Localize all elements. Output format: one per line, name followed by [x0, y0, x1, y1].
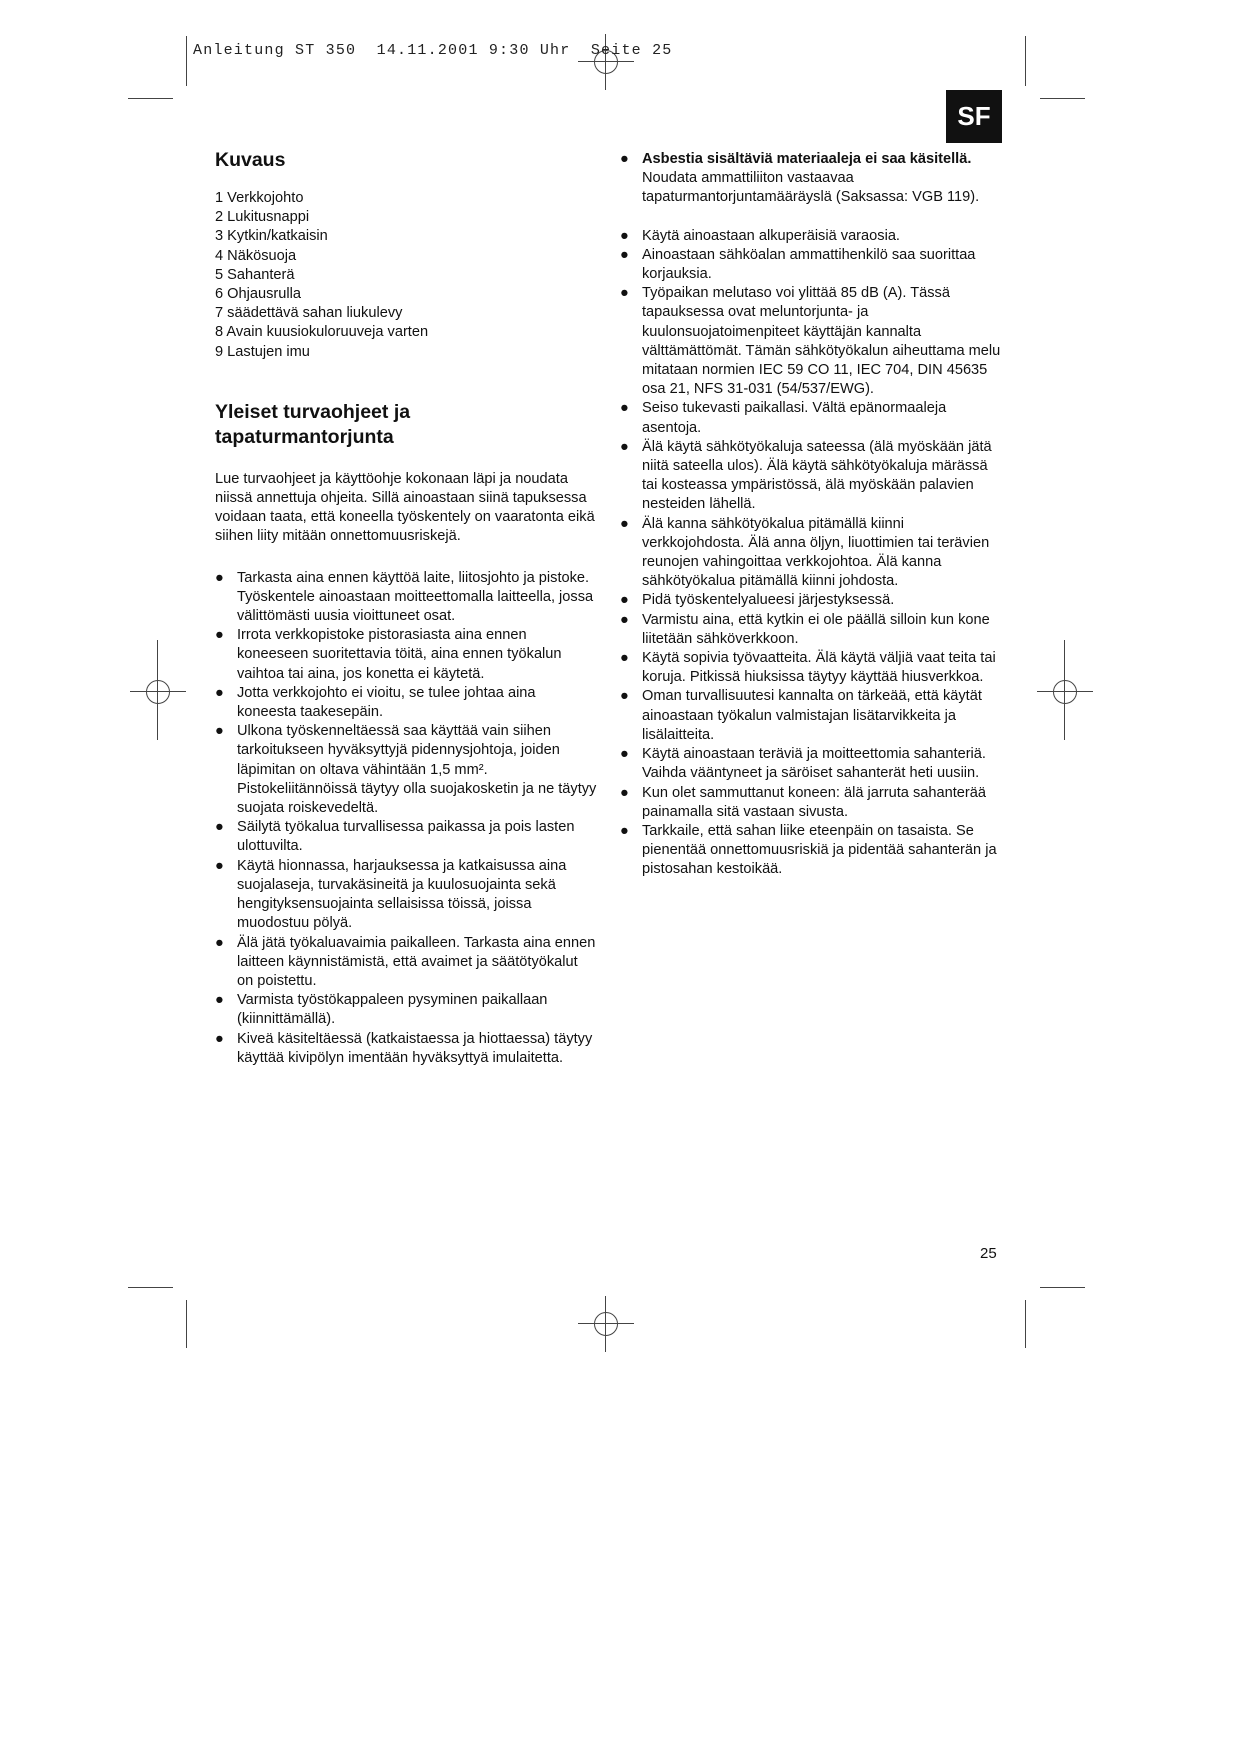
- parts-list-item: 1 Verkkojohto: [215, 190, 304, 206]
- bullet-dot-icon: ●: [620, 688, 629, 705]
- bullet-item: ● Käytä ainoastaan teräviä ja moitteettomia sahanteriä. Vaihda vääntyneet ja säröiset sahanterät heti uusiin.: [620, 746, 986, 782]
- bullet-item: ● Älä kanna sähkötyökalua pitämällä kiinni verkkojohdosta. Älä anna öljyn, liuottimien tai terävien reunojen vahingoittaa verkkojohtoa. Älä kanna sähkötyökalua pitämällä kiinni johdosta.: [620, 515, 990, 590]
- bullet-item: ● Tarkasta aina ennen käyttöä laite, liitosjohto ja pistoke. Työskentele ainoastaan moitteettomalla laitteella, jossa välittömästi uusia vioittuneet osat.: [215, 569, 594, 625]
- bullet-dot-icon: ●: [620, 650, 629, 667]
- crop-mark-bottom-left-horizontal: [128, 1287, 173, 1288]
- bullet-item-asbestos: [620, 150, 1005, 208]
- bullet-item: ● Käytä ainoastaan alkuperäisiä varaosia.: [620, 227, 1005, 246]
- bullet-item: ● Pidä työskentelyalueesi järjestyksessä.: [620, 591, 1005, 610]
- crop-mark-top-left-vertical: [186, 36, 187, 86]
- bullet-dot-icon: ●: [620, 822, 629, 839]
- bullet-dot-icon: ●: [215, 819, 224, 836]
- print-slug-header: Anleitung ST 350 14.11.2001 9:30 Uhr Seite 25: [193, 42, 673, 59]
- bullet-item: ● Ainoastaan sähköalan ammattihenkilö saa suorittaa korjauksia.: [620, 246, 976, 283]
- safety-title-line1: Yleiset turvaohjeet ja: [215, 400, 411, 423]
- parts-list-item: 3 Kytkin/katkaisin: [215, 228, 328, 245]
- bullet-dot-icon: ●: [620, 400, 629, 417]
- bullet-dot-icon: ●: [620, 784, 629, 801]
- bullet-dot-icon: ●: [215, 1030, 224, 1047]
- safety-intro: Lue turvaohjeet ja käyttöohje kokonaan läpi ja noudata niissä annettuja ohjeita. Sillä ainoastaan siinä tapuksessa voidaan taata, että koneella työskentely on vaaratonta eikä siihen liity mitään onnettomuusriskejä.: [215, 470, 595, 545]
- registration-mark-right: [1037, 664, 1093, 720]
- bullet-dot-icon: ●: [620, 592, 629, 609]
- bullet-item: ● Työpaikan melutaso voi ylittää 85 dB (A). Tässä tapauksessa ovat meluntorjunta- ja kuulonsuojatoimenpiteet käyttäjän kannalta välttämättömät. Tämän sähkötyökalun aiheuttama melu mitataan normien IEC 59 CO 11, IEC 704, DIN 45635 osa 21, NFS 31-031 (54/537/EWG).: [620, 285, 1001, 398]
- crop-mark-top-left-horizontal: [128, 98, 173, 99]
- registration-mark-bottom: [578, 1296, 634, 1352]
- safety-title-line2: tapaturmantorjunta: [215, 425, 394, 448]
- bullet-dot-icon: ●: [215, 627, 224, 644]
- bullet-item: ● Älä käytä sähkötyökaluja sateessa (älä myöskään jätä niitä sateella ulos). Älä käytä sähkötyökaluja märässä tai kosteassa ympäristössä, älä myöskään palavien nesteiden lähellä.: [620, 438, 992, 513]
- bullet-item: ● Ulkona työskenneltäessä saa käyttää vain siihen tarkoitukseen hyväksyttyjä pidennysjohtoja, joiden läpimitan on oltava vähintään 1,5 mm². Pistokeliitännöissä täytyy olla suojakosketin ja ne täytyy suojata roiskevedeltä.: [215, 723, 597, 817]
- bullet-item: ● Kiveä käsiteltäessä (katkaistaessa ja hiottaessa) täytyy käyttää kivipölyn imentään hyväksyttyä imulaitetta.: [215, 1030, 593, 1066]
- crop-mark-bottom-right-horizontal: [1040, 1287, 1085, 1288]
- bullet-item: ● Älä jätä työkaluavaimia paikalleen. Tarkasta aina ennen laitteen käynnistämistä, että avaimet ja säätötyökalut on poistettu.: [215, 934, 596, 989]
- description-title: Kuvaus: [215, 149, 286, 171]
- bullet-dot-icon: ●: [620, 611, 629, 628]
- parts-list-item: 6 Ohjausrulla: [215, 286, 301, 303]
- asbestos-text: Noudata ammattiliiton vastaavaa tapaturmantorjuntamääräyslä (Saksassa: VGB 119).: [642, 170, 980, 206]
- left-bullet-list: [215, 569, 597, 1068]
- bullet-item: ● Jotta verkkojohto ei vioitu, se tulee johtaa aina koneesta taakesepäin.: [215, 684, 536, 721]
- safety-title: [215, 400, 597, 450]
- right-column: [620, 150, 1005, 880]
- bullet-item: ● Varmista työstökappaleen pysyminen paikallaan (kiinnittämällä).: [215, 992, 548, 1028]
- crop-mark-top-right-vertical: [1025, 36, 1026, 86]
- registration-mark-left: [130, 664, 186, 720]
- registration-line-right: [1064, 640, 1065, 740]
- bullet-dot-icon: ●: [215, 934, 224, 951]
- bullet-dot-icon: ●: [215, 857, 224, 874]
- bullet-dot-icon: ●: [620, 746, 629, 763]
- parts-list-item: 7 säädettävä sahan liukulevy: [215, 305, 403, 322]
- parts-list-item: 2 Lukitusnappi: [215, 209, 310, 226]
- page-number: 25: [980, 1245, 997, 1262]
- bullet-item: ● Irrota verkkopistoke pistorasiasta aina ennen koneeseen suoritettavia töitä, aina ennen työkalun vaihtoa tai aina, jos konetta ei käytetä.: [215, 627, 562, 682]
- registration-line-left: [157, 640, 158, 740]
- bullet-item: ● Seiso tukevasti paikallasi. Vältä epänormaaleja asentoja.: [620, 400, 947, 436]
- crop-mark-bottom-right-vertical: [1025, 1300, 1026, 1348]
- bullet-dot-icon: ●: [215, 684, 224, 701]
- bullet-item: ● Tarkkaile, että sahan liike eteenpäin on tasaista. Se pienentää onnettomuusriskiä ja pidentää sahanterän ja pistosahan kestoikää.: [620, 822, 997, 878]
- parts-list-item: 9 Lastujen imu: [215, 343, 310, 360]
- crop-mark-top-right-horizontal: [1040, 98, 1085, 99]
- left-column: [215, 148, 597, 1068]
- bullet-item: ● Kun olet sammuttanut koneen: älä jarruta sahanterää painamalla sitä vastaan sivusta.: [620, 784, 986, 820]
- bullet-dot-icon: ●: [620, 438, 629, 455]
- bullet-dot-icon: ●: [620, 515, 629, 532]
- parts-list: [215, 189, 597, 362]
- bullet-dot-icon: ●: [620, 285, 629, 302]
- crop-mark-bottom-left-vertical: [186, 1300, 187, 1348]
- asbestos-warning: Asbestia sisältäviä materiaaleja ei saa käsitellä.: [642, 151, 972, 167]
- bullet-dot-icon: ●: [215, 992, 224, 1009]
- bullet-item: ● Säilytä työkalua turvallisessa paikassa ja pois lasten ulottuvilta.: [215, 819, 575, 855]
- right-bullet-list: [620, 150, 1005, 208]
- parts-list-item: 8 Avain kuusiokuloruuveja varten: [215, 324, 429, 341]
- bullet-item: ● Oman turvallisuutesi kannalta on tärkeää, että käytät ainoastaan työkalun valmistajan lisätarvikkeita ja lisälaitteita.: [620, 688, 982, 743]
- language-badge: SF: [946, 90, 1002, 143]
- bullet-item: ● Käytä hionnassa, harjauksessa ja katkaisussa aina suojalaseja, turvakäsineitä ja kuulosuojainta sekä hengityksensuojainta sellaisissa töissä, joissa muodostuu pölyä.: [215, 857, 567, 932]
- parts-list-item: 5 Sahanterä: [215, 266, 295, 283]
- bullet-dot-icon: ●: [215, 723, 224, 740]
- bullet-dot-icon: ●: [620, 151, 629, 167]
- right-bullet-list-main: [620, 227, 1005, 880]
- bullet-item: ● Varmistu aina, että kytkin ei ole päällä silloin kun kone liitetään sähköverkkoon.: [620, 611, 990, 647]
- bullet-dot-icon: ●: [215, 569, 224, 586]
- parts-list-item: 4 Näkösuoja: [215, 247, 297, 264]
- bullet-dot-icon: ●: [620, 227, 629, 244]
- bullet-dot-icon: ●: [620, 246, 629, 263]
- bullet-item: ● Käytä sopivia työvaatteita. Älä käytä väljiä vaat teita tai koruja. Pitkissä hiuksissa täytyy käyttää hiusverkkoa.: [620, 650, 996, 686]
